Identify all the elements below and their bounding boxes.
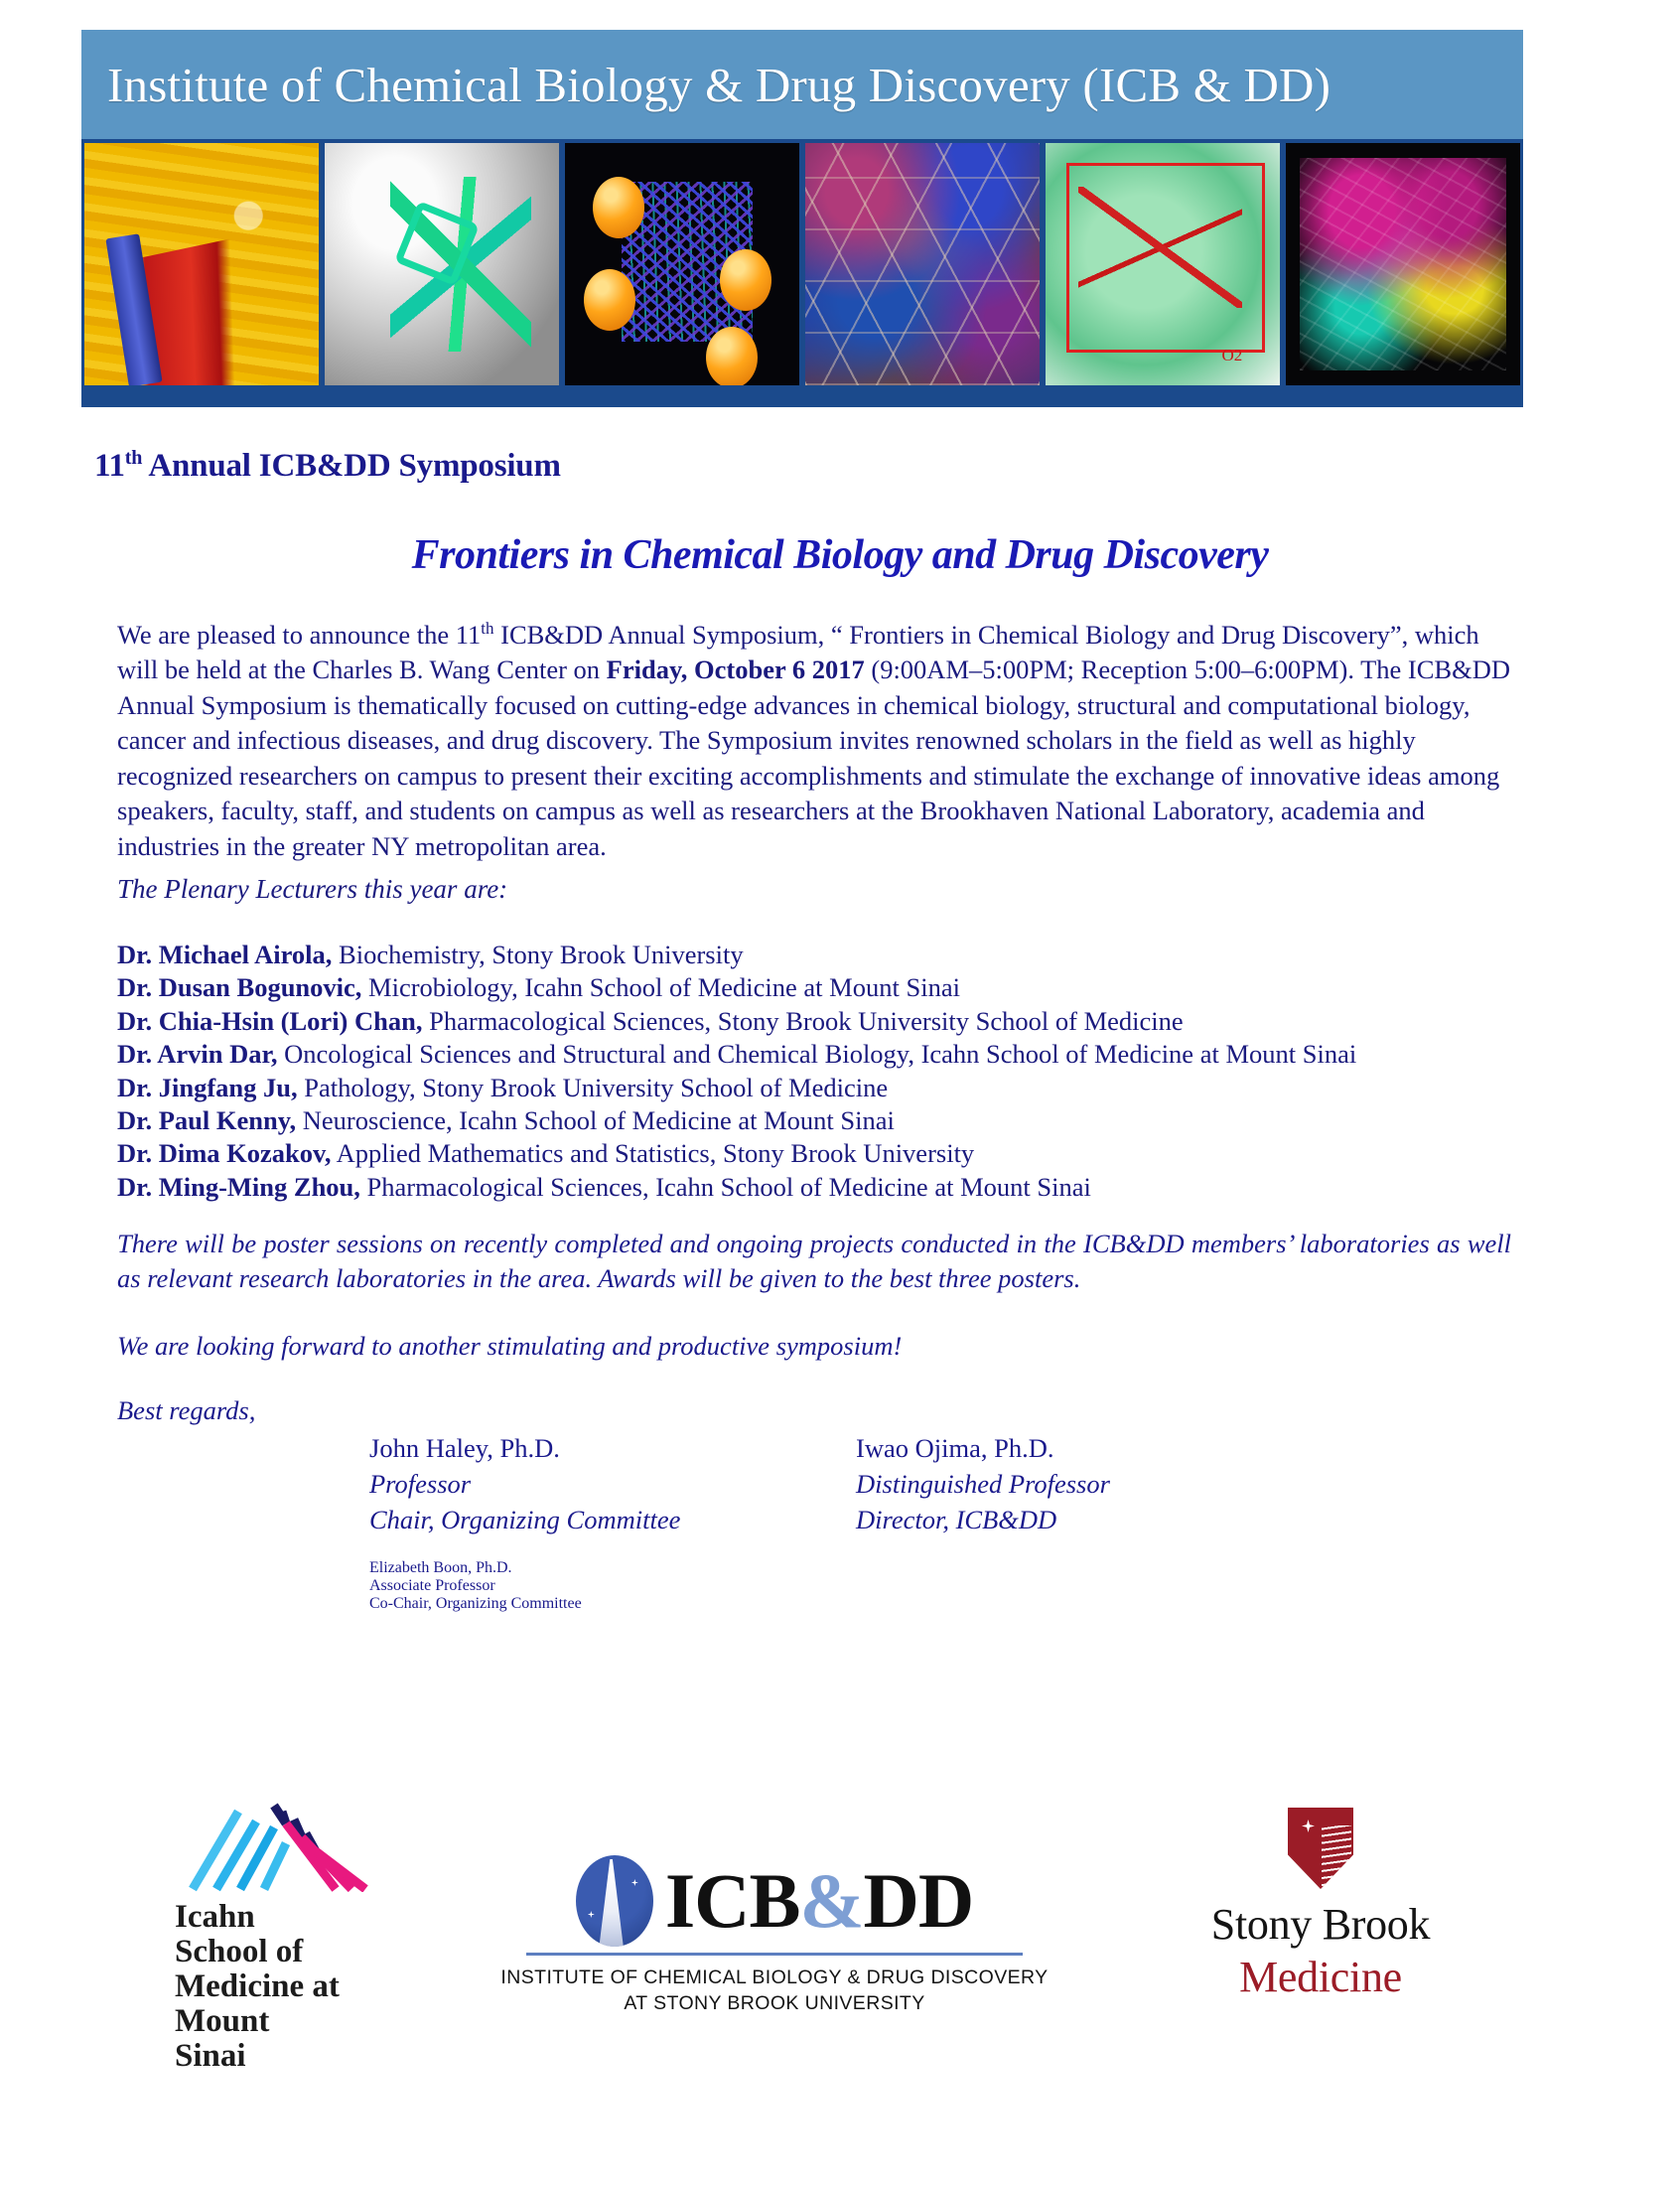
speaker-name: Dr. Chia-Hsin (Lori) Chan, <box>117 1005 423 1036</box>
paragraph-part-3: (9:00AM–5:00PM; Reception 5:00–6:00PM). The ICB&DD Annual Symposium is thematically focused on cutting-edge advances in chemical biology, structural and computational biology, cancer and infectious diseases, and drug discovery. The Symposium invites renowned scholars in the field as well as highly recognized researchers on campus to present their exciting accomplishments and stimulate the exchange of innovative ideas among speakers, faculty, staff, and students on campus as well as researchers at the Brookhaven National Laboratory, academia and industries in the greater NY metropolitan area. <box>117 655 1510 861</box>
speaker-name: Dr. Paul Kenny, <box>117 1105 297 1136</box>
dendrimer-photo <box>565 143 799 385</box>
speaker-name: Dr. Ming-Ming Zhou, <box>117 1171 360 1202</box>
signatory-name: John Haley, Ph.D. <box>369 1433 560 1463</box>
institute-title-bar <box>81 30 1523 139</box>
header-banner <box>81 30 1523 407</box>
icbdd-wordmark-row <box>496 1855 1052 1947</box>
mountain-icon <box>187 1798 375 1892</box>
binding-pocket-photo <box>1046 143 1280 385</box>
speaker-row <box>117 1171 1557 1204</box>
signature-block-ojima <box>856 1430 1342 1537</box>
speaker-affiliation: Pharmacological Sciences, Stony Brook University School of Medicine <box>422 1005 1184 1036</box>
icahn-school-of-medicine-logo <box>175 1798 433 2074</box>
speaker-affiliation: Pathology, Stony Brook University School of Medicine <box>297 1072 889 1102</box>
cells-microscopy-photo <box>805 143 1040 385</box>
icbdd-ampersand: & <box>799 1857 864 1944</box>
signatory-title: Associate Professor <box>369 1577 495 1594</box>
icahn-line-3: Medicine at <box>175 1968 340 2004</box>
signature-block-boon <box>369 1559 886 1613</box>
protein-surface-photo <box>325 143 559 385</box>
speaker-name: Dr. Dima Kozakov, <box>117 1138 332 1169</box>
speaker-row <box>117 939 1557 971</box>
icbdd-divider <box>526 1953 1023 1956</box>
speaker-row <box>117 971 1557 1004</box>
speaker-row <box>117 1038 1557 1071</box>
signature-row <box>369 1430 1462 1537</box>
ribbon-structure-photo <box>1286 143 1520 385</box>
icbdd-subtitle-line-1: INSTITUTE OF CHEMICAL BIOLOGY & DRUG DISCOVERY <box>500 1966 1049 1988</box>
signature-block-haley <box>369 1430 856 1537</box>
plenary-lecturers-heading: The Plenary Lecturers this year are: <box>117 874 508 904</box>
signatory-title: Professor <box>369 1469 472 1499</box>
speaker-row <box>117 1137 1557 1170</box>
signatory-name: Iwao Ojima, Ph.D. <box>856 1433 1054 1463</box>
icahn-line-2: School of <box>175 1934 304 1969</box>
speaker-affiliation: Neuroscience, Icahn School of Medicine at Mount Sinai <box>296 1105 895 1136</box>
icbdd-subtitle <box>496 1965 1052 2016</box>
signatory-name: Elizabeth Boon, Ph.D. <box>369 1559 512 1576</box>
signatory-role: Co-Chair, Organizing Committee <box>369 1595 582 1612</box>
announcement-paragraph <box>117 611 1515 864</box>
poster-session-paragraph: There will be poster sessions on recently completed and ongoing projects conducted in the ICB&DD members’ laboratories as well as relevant research laboratories in the area. Awards will be given to the best three posters. <box>117 1229 1511 1293</box>
event-date: Friday, October 6 2017 <box>606 655 865 685</box>
paragraph-part-1: We are pleased to announce the 11 <box>117 619 482 650</box>
speaker-name: Dr. Arvin Dar, <box>117 1039 278 1070</box>
sphere-decoration <box>593 177 644 238</box>
speaker-affiliation: Applied Mathematics and Statistics, Stony Brook University <box>331 1138 975 1169</box>
speaker-name: Dr. Michael Airola, <box>117 940 333 969</box>
speaker-row <box>117 1005 1557 1038</box>
star-icon <box>631 1879 638 1886</box>
icbdd-globe-icon <box>576 1855 653 1947</box>
institute-title: Institute of Chemical Biology & Drug Discovery (ICB & DD) <box>107 57 1331 112</box>
icbdd-subtitle-line-2: AT STONY BROOK UNIVERSITY <box>624 1992 925 2014</box>
medicine-text: Medicine <box>1239 1953 1402 2001</box>
paragraph-ordinal: th <box>481 619 494 638</box>
icahn-line-4: Mount <box>175 2003 270 2039</box>
icbdd-wordmark <box>664 1857 974 1944</box>
star-icon <box>1302 1820 1315 1832</box>
plenary-speakers-list <box>117 939 1557 1204</box>
speaker-affiliation: Oncological Sciences and Structural and Chemical Biology, Icahn School of Medicine at Mount Sinai <box>277 1039 1357 1070</box>
sphere-decoration <box>584 269 635 331</box>
mount-sinai-mark-icon <box>187 1798 375 1892</box>
speaker-row <box>117 1104 1557 1137</box>
star-icon <box>588 1911 595 1918</box>
closing-line: We are looking forward to another stimulating and productive symposium! <box>117 1331 903 1361</box>
icahn-logo-text <box>175 1900 433 2074</box>
footer-logos <box>0 1778 1680 2155</box>
speaker-name: Dr. Dusan Bogunovic, <box>117 972 362 1003</box>
best-regards: Best regards, <box>117 1395 256 1425</box>
signatory-role: Chair, Organizing Committee <box>369 1505 681 1534</box>
banner-bottom-rule <box>81 385 1523 407</box>
bridge-beam-shape <box>598 1859 624 1947</box>
paragraph-part-2: ICB&DD Annual Symposium, “ Frontiers in Chemical Biology and Drug Discovery”, which will be held at the Charles B. Wang Center on <box>117 619 1479 685</box>
speaker-affiliation: Microbiology, Icahn School of Medicine at Mount Sinai <box>361 972 960 1003</box>
banner-image-strip <box>81 139 1523 385</box>
lab-flask-photo <box>84 143 319 385</box>
symposium-kicker <box>94 447 561 485</box>
stony-brook-medicine-logo <box>1177 1808 1465 2002</box>
rays-decoration <box>1322 1825 1351 1889</box>
icbdd-word-b: DD <box>863 1857 974 1944</box>
speaker-name: Dr. Jingfang Ju, <box>117 1072 298 1102</box>
icahn-line-1: Icahn <box>175 1899 255 1935</box>
speaker-affiliation: Biochemistry, Stony Brook University <box>332 940 744 969</box>
sphere-decoration <box>720 249 771 311</box>
kicker-number: 11 <box>94 448 125 484</box>
icbdd-word-a: ICB <box>664 1857 800 1944</box>
page-title: Frontiers in Chemical Biology and Drug Discovery <box>411 532 1269 578</box>
icahn-line-5: Sinai <box>175 2038 246 2074</box>
sphere-decoration <box>706 327 758 385</box>
speaker-row <box>117 1072 1557 1104</box>
icbdd-logo <box>496 1855 1052 2016</box>
speaker-affiliation: Pharmacological Sciences, Icahn School of Medicine at Mount Sinai <box>359 1171 1091 1202</box>
stony-brook-text: Stony Brook <box>1210 1900 1431 1949</box>
shield-icon <box>1288 1808 1353 1889</box>
signatory-role: Director, ICB&DD <box>856 1505 1057 1534</box>
kicker-rest: Annual ICB&DD Symposium <box>142 448 561 484</box>
o2-label: O2 <box>1221 346 1243 365</box>
kicker-ordinal: th <box>124 447 143 469</box>
signatory-title: Distinguished Professor <box>856 1469 1110 1499</box>
